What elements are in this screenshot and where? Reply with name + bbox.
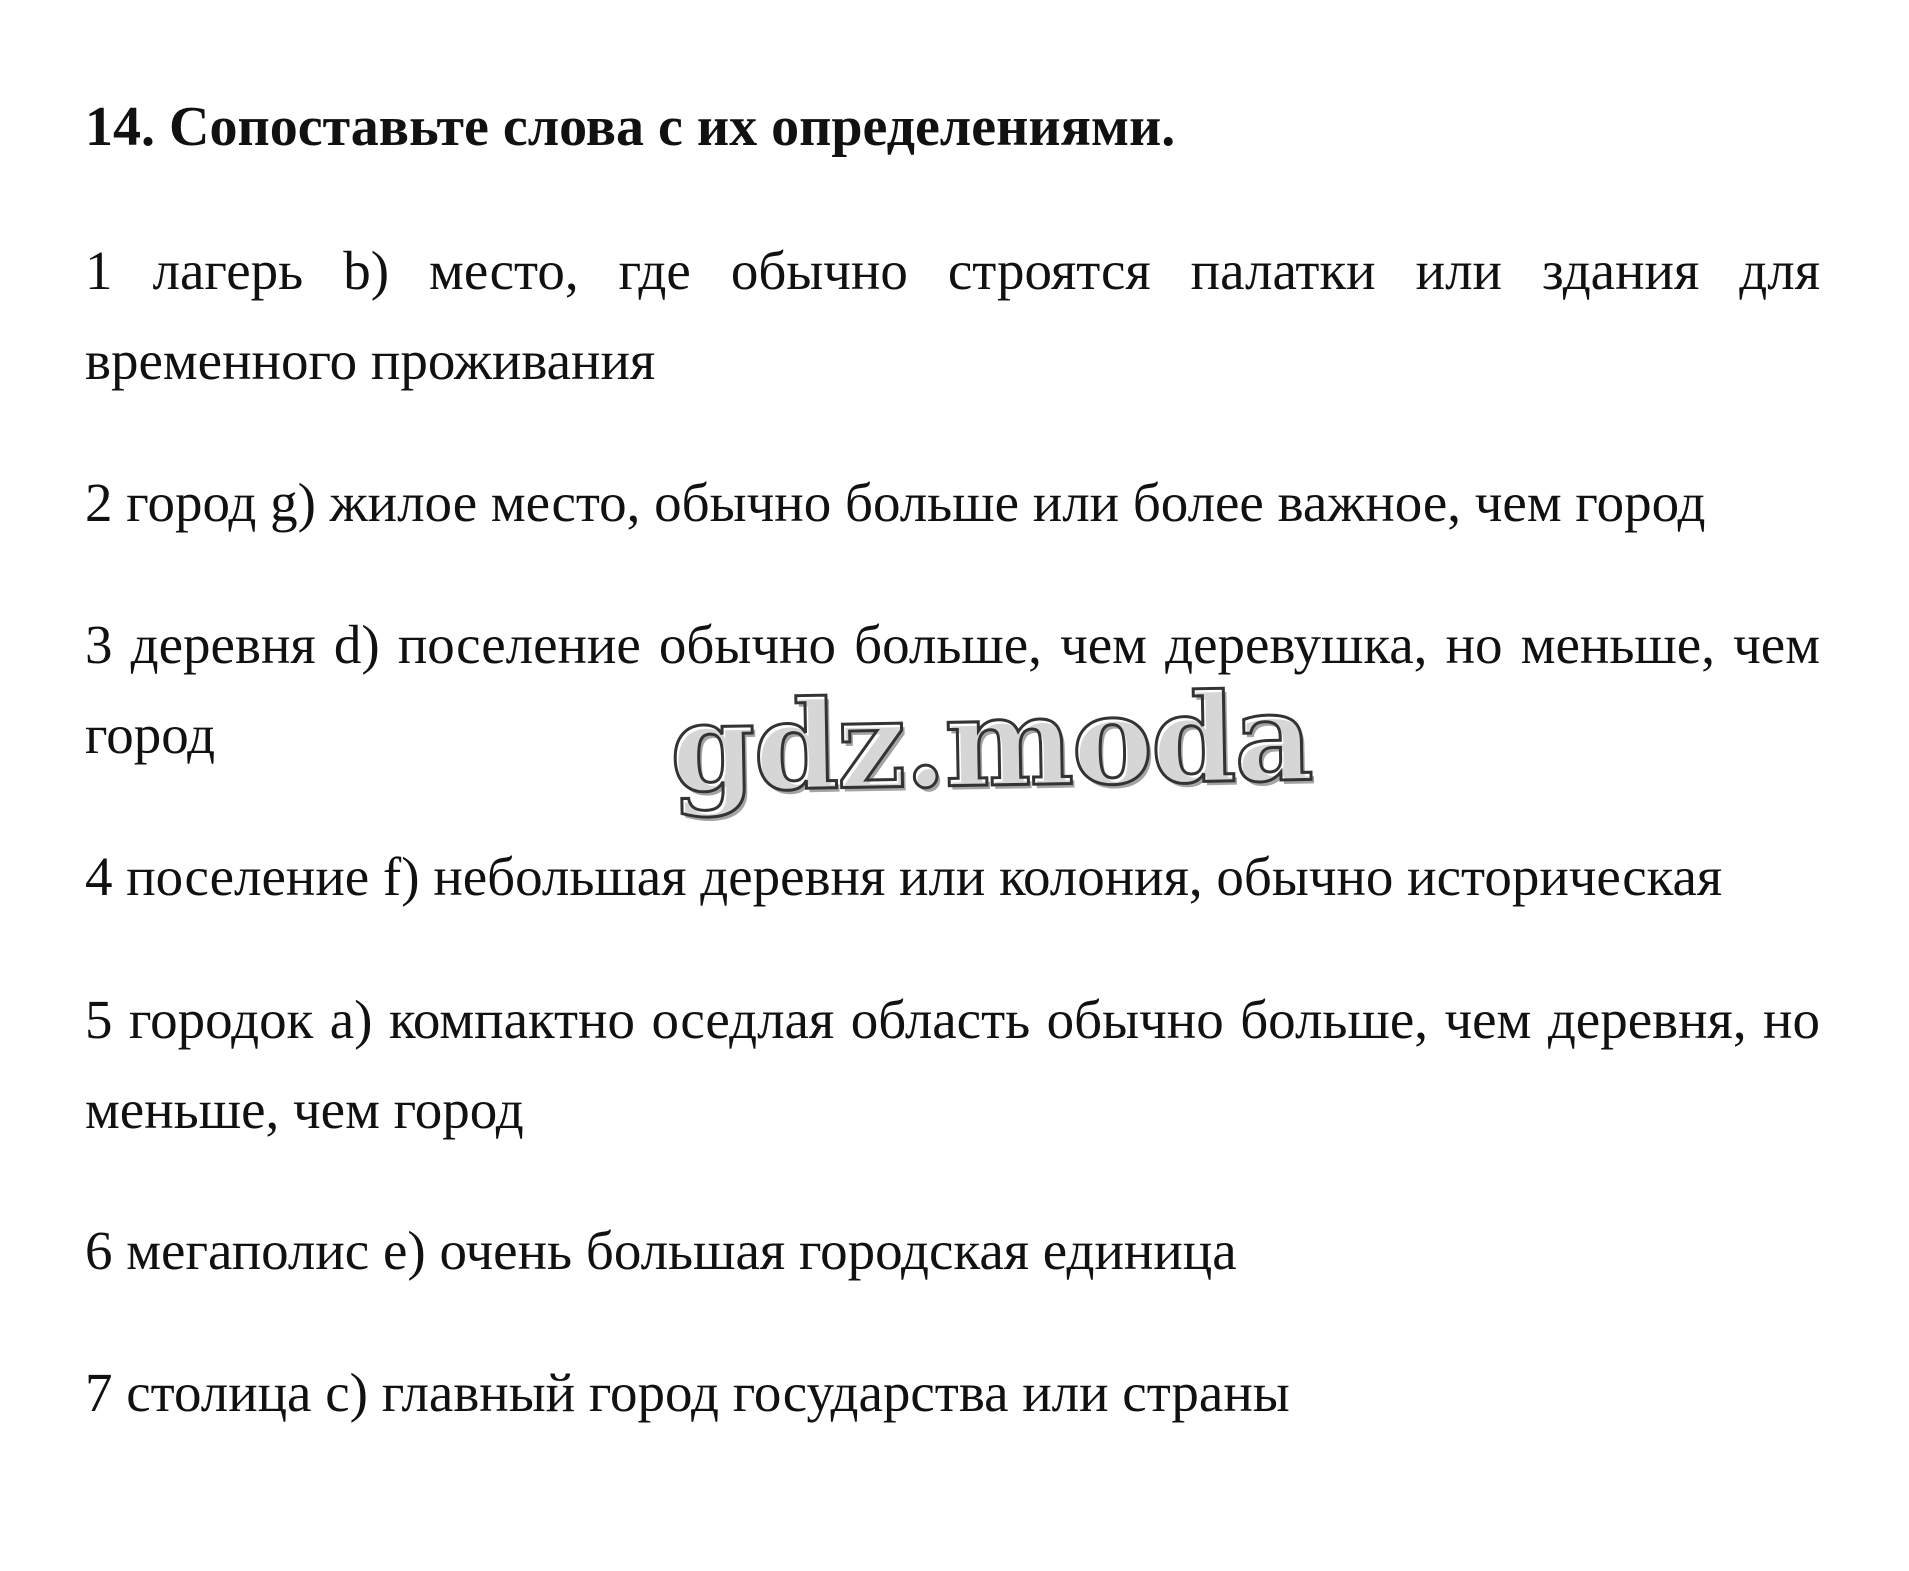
watermark: gdz.moda	[668, 664, 1313, 820]
list-item: 4 поселение f) небольшая деревня или колония, обычно историческая	[85, 846, 1723, 907]
list-item: 1 лагерь b) место, где обычно строятся палатки или здания для временного проживания	[85, 240, 1820, 391]
list-item: 5 городок a) компактно оседлая область обычно больше, чем деревня, но меньше, чем город	[85, 989, 1820, 1140]
list-item: 6 мегаполис e) очень большая городская единица	[85, 1220, 1237, 1281]
list-item: 2 город g) жилое место, обычно больше или более важное, чем город	[85, 472, 1706, 533]
list-item: 7 столица c) главный город государства или страны	[85, 1362, 1290, 1423]
exercise-title: 14. Сопоставьте слова с их определениями.	[85, 96, 1176, 158]
list-item: 3 деревня d) поселение обычно больше, чем деревушка, но меньше, чем город	[85, 614, 1820, 765]
